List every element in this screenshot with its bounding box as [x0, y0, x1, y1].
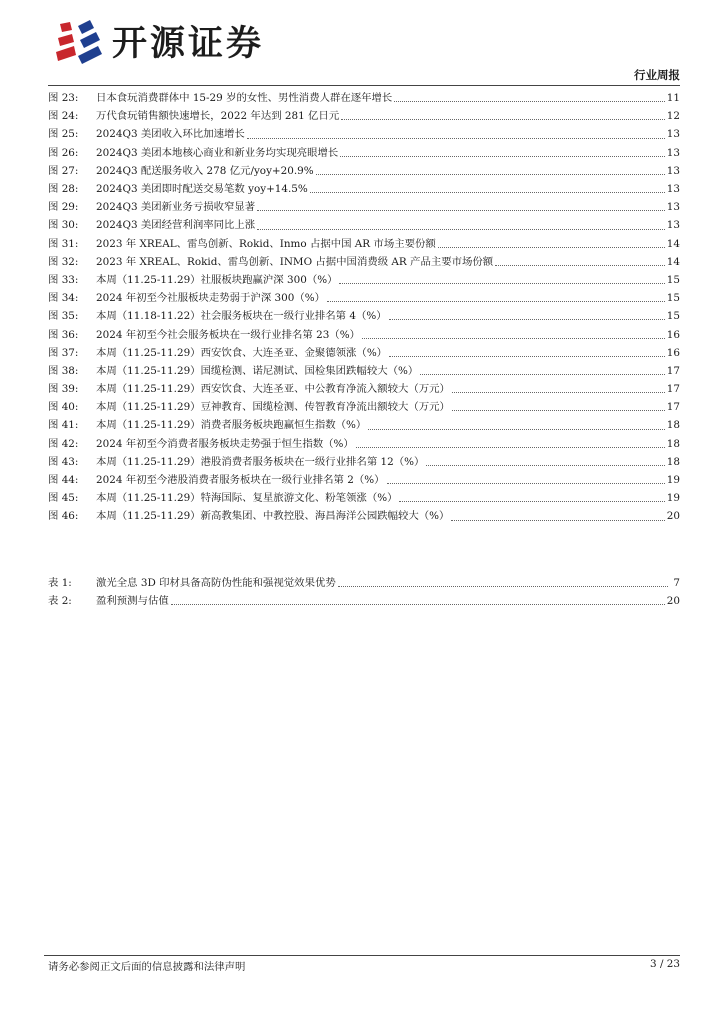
toc-dot-leader [495, 265, 665, 266]
toc-entry[interactable] [48, 453, 680, 471]
toc-entry-title[interactable]: 万代食玩销售额快速增长，2022 年达到 281 亿日元 [96, 110, 340, 123]
toc-entry-number: 图 36: [48, 328, 79, 341]
toc-dot-leader [452, 410, 665, 411]
header-divider [48, 85, 680, 86]
toc-dot-leader [368, 429, 664, 430]
toc-entry-title[interactable]: 盈利预测与估值 [96, 595, 169, 608]
toc-entry-page[interactable]: 16 [666, 346, 680, 359]
toc-entry-number: 图 30: [48, 219, 79, 232]
toc-entry-number: 图 25: [48, 128, 79, 141]
toc-entry-number: 图 44: [48, 474, 79, 487]
toc-entry-title[interactable]: 本周（11.25-11.29）特海国际、复星旅游文化、粉笔领涨（%） [96, 492, 398, 505]
toc-dot-leader [339, 283, 664, 284]
toc-entry-page[interactable]: 14 [666, 237, 680, 250]
toc-entry-number: 图 35: [48, 310, 79, 323]
toc-dot-leader [452, 392, 665, 393]
toc-entry[interactable] [48, 435, 680, 453]
toc-entry[interactable] [48, 398, 680, 416]
footer-divider [44, 955, 680, 956]
toc-dot-leader [356, 447, 665, 448]
toc-entry[interactable] [48, 89, 680, 107]
toc-entry-page[interactable]: 19 [666, 492, 680, 505]
toc-dot-leader [257, 229, 665, 230]
toc-entry[interactable] [48, 362, 680, 380]
toc-dot-leader [394, 101, 664, 102]
table-list [48, 574, 680, 610]
toc-entry-number: 表 2: [48, 595, 72, 608]
toc-entry-page[interactable]: 17 [666, 364, 680, 377]
toc-dot-leader [389, 356, 665, 357]
toc-entry[interactable] [48, 507, 680, 525]
toc-entry-page[interactable]: 15 [666, 292, 680, 305]
toc-entry-page[interactable]: 18 [666, 419, 680, 432]
toc-entry-page[interactable]: 17 [666, 383, 680, 396]
toc-dot-leader [451, 520, 664, 521]
toc-dot-leader [389, 319, 665, 320]
page-number: 3 / 23 [650, 958, 680, 970]
toc-entry-title[interactable]: 本周（11.25-11.29）西安饮食、大连圣亚、中公教育净流入额较大（万元） [96, 383, 450, 396]
toc-entry-title[interactable]: 2023 年 XREAL、雷鸟创新、Rokid、Inmo 占据中国 AR 市场主要份额 [96, 237, 436, 250]
toc-entry-number: 图 42: [48, 437, 79, 450]
toc-entry[interactable] [48, 574, 680, 592]
toc-entry-page[interactable]: 18 [666, 455, 680, 468]
toc-entry-title[interactable]: 2024Q3 美团新业务亏损收窄显著 [96, 201, 256, 214]
toc-entry-title[interactable]: 2024Q3 美团本地核心商业和新业务均实现亮眼增长 [96, 146, 339, 159]
toc-entry[interactable] [48, 307, 680, 325]
toc-entry-number: 图 39: [48, 383, 79, 396]
toc-entry-number: 图 32: [48, 255, 79, 268]
toc-entry-page[interactable]: 13 [666, 146, 680, 159]
toc-entry-title[interactable]: 2023 年 XREAL、Rokid、雷鸟创新、INMO 占据中国消费级 AR 产品主要市场份额 [96, 255, 494, 268]
toc-dot-leader [257, 210, 665, 211]
toc-entry-number: 图 38: [48, 364, 79, 377]
toc-entry-page[interactable]: 15 [666, 273, 680, 286]
toc-dot-leader [310, 192, 665, 193]
toc-entry-number: 图 24: [48, 110, 79, 123]
toc-entry[interactable] [48, 198, 680, 216]
toc-entry-title[interactable]: 2024Q3 美团经营利润率同比上涨 [96, 219, 256, 232]
toc-entry-number: 图 40: [48, 401, 79, 414]
toc-dot-leader [340, 156, 664, 157]
toc-entry-page[interactable]: 18 [666, 437, 680, 450]
brand-logo [52, 18, 264, 70]
kaiyuan-logo-icon [52, 18, 108, 70]
toc-entry[interactable] [48, 180, 680, 198]
toc-entry-number: 图 27: [48, 164, 79, 177]
toc-entry-title[interactable]: 2024Q3 配送服务收入 278 亿元/yoy+20.9% [96, 164, 314, 177]
toc-entry-page[interactable]: 14 [666, 255, 680, 268]
toc-entry[interactable] [48, 253, 680, 271]
toc-entry-number: 图 41: [48, 419, 79, 432]
toc-entry-page[interactable]: 11 [666, 92, 680, 105]
toc-entry-title[interactable]: 本周（11.25-11.29）消费者服务板块跑赢恒生指数（%） [96, 419, 367, 432]
toc-entry-page[interactable]: 17 [666, 401, 680, 414]
toc-entry[interactable] [48, 380, 680, 398]
toc-entry-title[interactable]: 2024 年初至今社服板块走势弱于沪深 300（%） [96, 292, 326, 305]
toc-entry-title[interactable]: 2024 年初至今消费者服务板块走势强于恒生指数（%） [96, 437, 354, 450]
toc-entry-title[interactable]: 本周（11.25-11.29）港股消费者服务板块在一级行业排名第 12（%） [96, 455, 425, 468]
toc-entry-title[interactable]: 本周（11.25-11.29）新高教集团、中教控股、海昌海洋公园跌幅较大（%） [96, 510, 450, 523]
toc-entry-number: 图 45: [48, 492, 79, 505]
toc-dot-leader [426, 465, 664, 466]
toc-entry[interactable] [48, 325, 680, 343]
toc-entry-title[interactable]: 2024 年初至今港股消费者服务板块在一级行业排名第 2（%） [96, 474, 385, 487]
toc-entry[interactable] [48, 289, 680, 307]
figure-list [48, 89, 680, 526]
toc-dot-leader [387, 483, 665, 484]
toc-entry-number: 图 31: [48, 237, 79, 250]
toc-entry-page[interactable]: 13 [666, 128, 680, 141]
toc-dot-leader [327, 301, 665, 302]
toc-entry-number: 图 29: [48, 201, 79, 214]
toc-entry-title[interactable]: 本周（11.18-11.22）社会服务板块在一级行业排名第 4（%） [96, 310, 387, 323]
brand-name: 开源证券 [112, 24, 265, 64]
toc-dot-leader [420, 374, 665, 375]
toc-entry-title[interactable]: 2024Q3 美团即时配送交易笔数 yoy+14.5% [96, 183, 308, 196]
toc-entry-number: 图 26: [48, 146, 79, 159]
toc-entry-title[interactable]: 日本食玩消费群体中 15-29 岁的女性、男性消费人群在逐年增长 [96, 92, 393, 105]
toc-entry[interactable] [48, 592, 680, 610]
toc-entry-page[interactable]: 16 [666, 328, 680, 341]
toc-entry-page[interactable]: 20 [666, 510, 680, 523]
page-header [48, 12, 680, 86]
footer-disclaimer: 请务必参阅正文后面的信息披露和法律声明 [48, 961, 246, 973]
toc-entry-title[interactable]: 本周（11.25-11.29）西安饮食、大连圣亚、金聚德领涨（%） [96, 346, 388, 359]
toc-entry-title[interactable]: 激光全息 3D 印材具备高防伪性能和强视觉效果优势 [96, 577, 336, 590]
toc-entry-number: 图 37: [48, 346, 79, 359]
toc-entry-page[interactable]: 13 [666, 183, 680, 196]
toc-entry[interactable] [48, 125, 680, 143]
toc-entry-number: 图 43: [48, 455, 79, 468]
toc-entry-title[interactable]: 2024Q3 美团收入环比加速增长 [96, 128, 245, 141]
toc-entry-number: 图 34: [48, 292, 79, 305]
toc-dot-leader [399, 501, 664, 502]
toc-entry-page[interactable]: 7 [673, 577, 680, 590]
toc-entry[interactable] [48, 271, 680, 289]
toc-entry[interactable] [48, 162, 680, 180]
toc-entry-title[interactable]: 本周（11.25-11.29）国缆检测、诺尼测试、国检集团跌幅较大（%） [96, 364, 419, 377]
toc-entry[interactable] [48, 216, 680, 234]
toc-entry[interactable] [48, 144, 680, 162]
toc-entry-page[interactable]: 13 [666, 164, 680, 177]
toc-entry-page[interactable]: 20 [666, 595, 680, 608]
toc-entry-title[interactable]: 2024 年初至今社会服务板块在一级行业排名第 23（%） [96, 328, 360, 341]
toc-dot-leader [438, 247, 665, 248]
toc-entry-title[interactable]: 本周（11.25-11.29）社服板块跑赢沪深 300（%） [96, 273, 338, 286]
toc-entry[interactable] [48, 471, 680, 489]
toc-dot-leader [247, 138, 665, 139]
toc-dot-leader [316, 174, 665, 175]
toc-entry[interactable] [48, 489, 680, 507]
report-type-label: 行业周报 [634, 68, 680, 82]
toc-dot-leader [171, 604, 665, 605]
toc-entry-title[interactable]: 本周（11.25-11.29）豆神教育、国缆检测、传智教育净流出额较大（万元） [96, 401, 450, 414]
toc-dot-leader [341, 119, 665, 120]
toc-entry-page[interactable]: 12 [666, 110, 680, 123]
toc-entry[interactable] [48, 344, 680, 362]
toc-dot-leader [338, 586, 668, 587]
toc-entry[interactable] [48, 416, 680, 434]
toc-entry-number: 表 1: [48, 577, 72, 590]
toc-entry-page[interactable]: 19 [666, 474, 680, 487]
toc-dot-leader [362, 338, 665, 339]
toc-entry-number: 图 33: [48, 273, 79, 286]
toc-entry-page[interactable]: 15 [666, 310, 680, 323]
toc-entry[interactable] [48, 107, 680, 125]
toc-entry-number: 图 28: [48, 183, 79, 196]
toc-entry-number: 图 23: [48, 92, 79, 105]
toc-entry-page[interactable]: 13 [666, 201, 680, 214]
toc-entry-number: 图 46: [48, 510, 79, 523]
toc-entry-page[interactable]: 13 [666, 219, 680, 232]
toc-entry[interactable] [48, 235, 680, 253]
